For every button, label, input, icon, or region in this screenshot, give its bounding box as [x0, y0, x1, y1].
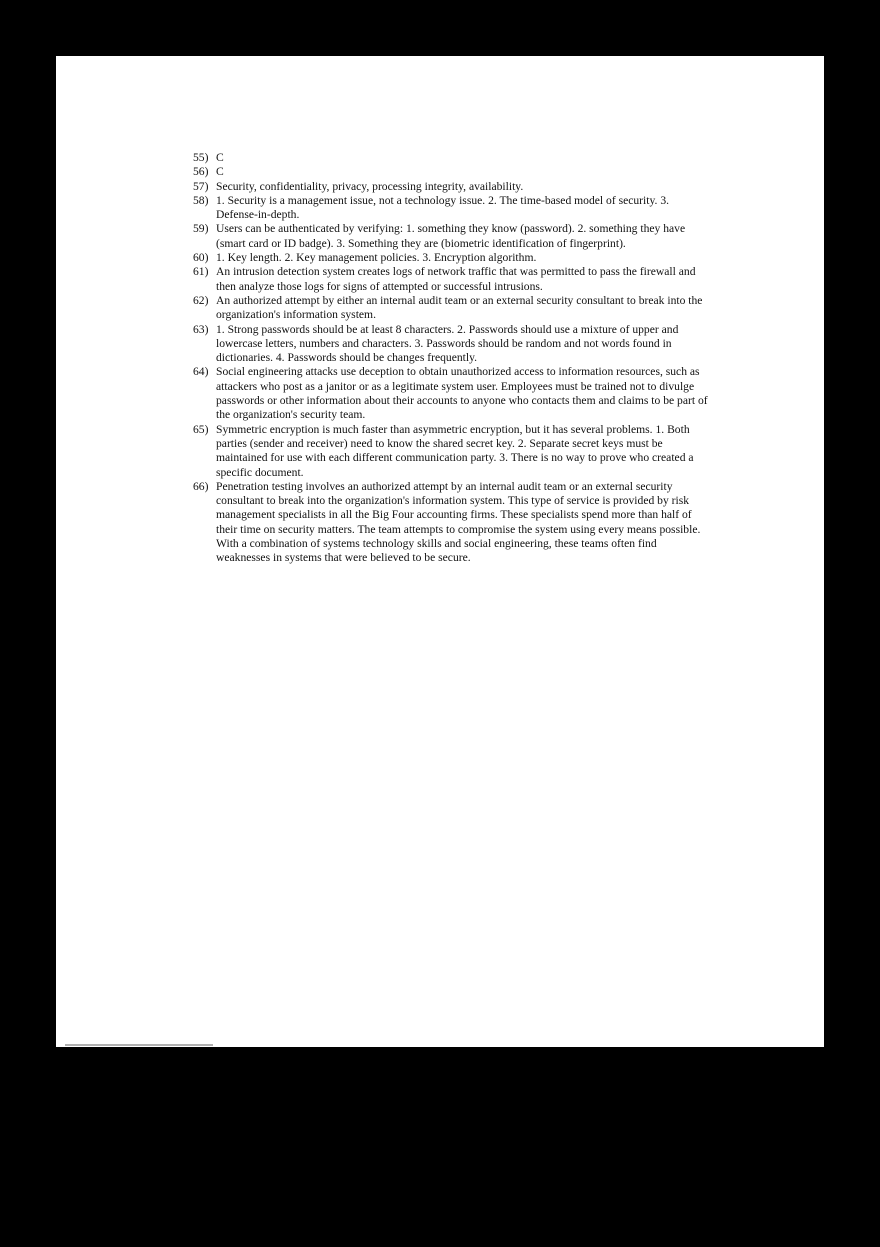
answer-item — [193, 294, 713, 323]
answer-text: An authorized attempt by either an internal audit team or an external security consultant to break into the organization's information system. — [216, 293, 703, 322]
footnote-separator — [65, 1044, 213, 1046]
answer-item — [193, 194, 713, 223]
answer-item — [193, 165, 713, 179]
answer-text: Users can be authenticated by verifying: 1. something they know (password). 2. something they have (smart card or ID badge). 3. Something they are (biometric identification of fingerprint). — [216, 222, 686, 250]
answer-number: 63) — [193, 322, 209, 336]
answer-item — [193, 265, 713, 294]
answer-text: 1. Key length. 2. Key management policies. 3. Encryption algorithm. — [216, 251, 537, 265]
answer-item — [193, 365, 713, 422]
answer-number: 64) — [193, 365, 209, 379]
answer-number: 57) — [193, 179, 209, 193]
answer-text: Symmetric encryption is much faster than asymmetric encryption, but it has several problems. 1. Both parties (sender and receiver) need to know the shared secret key. 2. Separate secret keys must be maintained for use with each different communication party. 3. There is no way to prove who created a specific document. — [216, 422, 694, 479]
answer-number: 56) — [193, 165, 209, 179]
answer-item — [193, 480, 713, 566]
answer-number: 59) — [193, 222, 209, 236]
answer-number: 60) — [193, 251, 209, 265]
answer-item — [193, 423, 713, 480]
answer-item — [193, 251, 713, 265]
answer-text: 1. Strong passwords should be at least 8 characters. 2. Passwords should use a mixture of upper and lowercase letters, numbers and characters. 3. Passwords should be random and not words found in dictionaries. 4. Passwords should be changes frequently. — [216, 322, 679, 365]
answer-text: Penetration testing involves an authorized attempt by an internal audit team or an external security consultant to break into the organization's information system. This type of service is provided by risk management specialists in all the Big Four accounting firms. These specialists spend more than half of their time on security matters. The team attempts to compromise the system using every means possible. With a combination of systems technology skills and social engineering, these teams often find weaknesses in systems that were believed to be secure. — [216, 479, 701, 565]
answer-item — [193, 323, 713, 366]
answer-text: C — [216, 151, 224, 164]
answer-text: 1. Security is a management issue, not a technology issue. 2. The time-based model of security. 3. Defense-in-depth. — [216, 193, 670, 222]
answer-text: C — [216, 165, 224, 179]
answer-item — [193, 180, 713, 194]
answer-list — [193, 151, 713, 566]
answer-number: 66) — [193, 479, 209, 493]
answer-number: 55) — [193, 151, 209, 164]
answer-number: 58) — [193, 193, 209, 207]
answer-text: An intrusion detection system creates logs of network traffic that was permitted to pass the firewall and then analyze those logs for signs of attempted or successful intrusions. — [216, 265, 696, 293]
answer-item — [193, 151, 713, 165]
answer-text: Social engineering attacks use deception to obtain unauthorized access to information resources, such as attackers who post as a janitor or as a legitimate system user. Employees must be trained not to divulge passwords or other information about their accounts to anyone who contacts them and claims to be part of the organization's security team. — [216, 365, 708, 422]
answer-number: 62) — [193, 293, 209, 307]
answer-number: 65) — [193, 422, 209, 436]
answer-text: Security, confidentiality, privacy, processing integrity, availability. — [216, 179, 524, 193]
document-page — [56, 56, 824, 1047]
answer-item — [193, 222, 713, 251]
answer-number: 61) — [193, 265, 209, 279]
